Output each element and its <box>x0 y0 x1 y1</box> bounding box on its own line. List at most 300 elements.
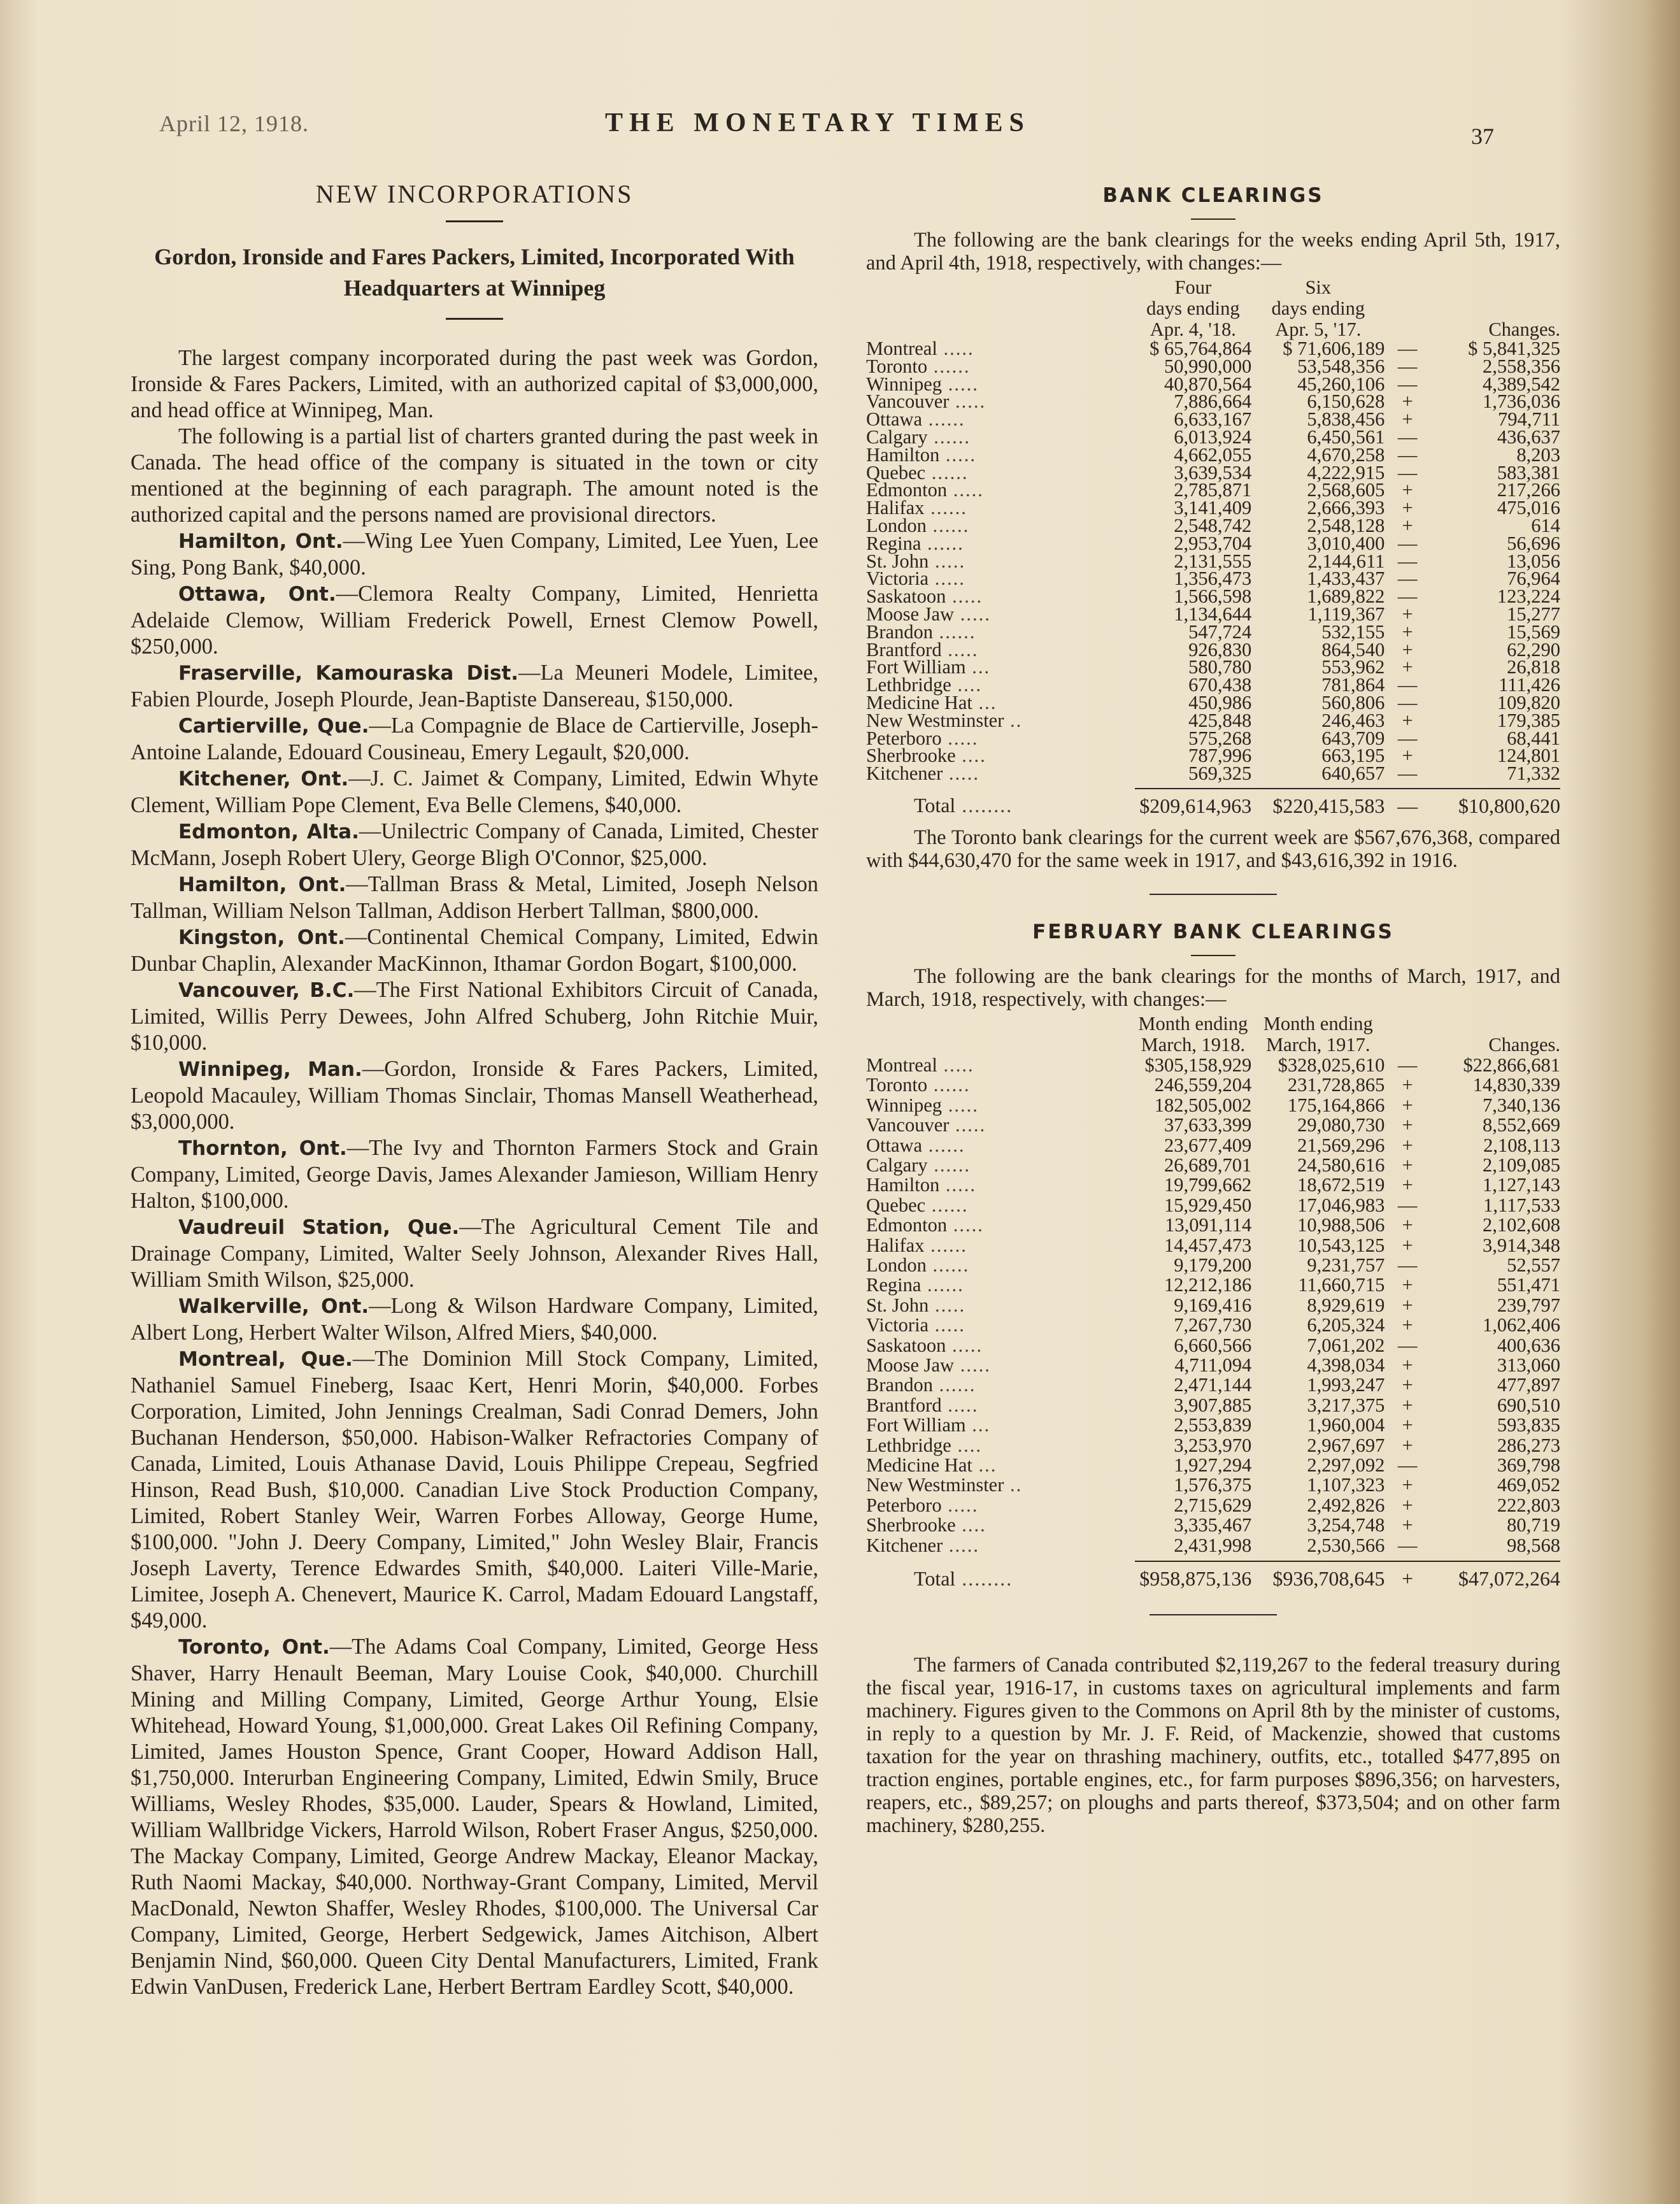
change-sign: — <box>1397 426 1418 448</box>
total-row <box>866 1561 1560 1595</box>
change-sign: + <box>1402 1474 1413 1496</box>
city-name: Peterboro <box>866 1494 942 1516</box>
charter-details: —Gordon, Ironside & Fares Packers, Limited, Leopold Macauley, William Thomas Sinclair, Thomas Mansell Weatherhead, $3,000,000. <box>131 1057 818 1134</box>
charter-entry <box>131 766 818 819</box>
city-name: Winnipeg <box>866 1094 943 1116</box>
city-cell <box>866 1475 1135 1495</box>
leader-dots: ..... <box>946 1334 983 1356</box>
change-value: 2,108,113 <box>1483 1134 1560 1156</box>
current-period-value: 2,715,629 <box>1174 1494 1252 1516</box>
leader-dots: ...... <box>921 532 964 554</box>
leader-dots: ........ <box>955 794 1013 817</box>
city-name: Peterboro <box>866 727 942 749</box>
change-sign: + <box>1402 1374 1413 1396</box>
change-value: 76,964 <box>1507 568 1560 590</box>
change-value: 1,127,143 <box>1483 1174 1560 1196</box>
change-sign: + <box>1402 638 1413 661</box>
charter-place: Vaudreuil Station, Que. <box>178 1216 460 1239</box>
header-blank <box>866 1013 1135 1034</box>
change-value: 583,381 <box>1497 461 1560 483</box>
total-label: Total <box>914 794 956 817</box>
previous-period-value: 4,222,915 <box>1307 461 1385 483</box>
table-row <box>866 1115 1560 1135</box>
change-sign: + <box>1402 1434 1413 1456</box>
city-name: Brandon <box>866 620 934 643</box>
charter-place: Vancouver, B.C. <box>178 979 355 1002</box>
column-header-current: days ending <box>1146 297 1240 319</box>
change-value: 56,696 <box>1507 532 1560 554</box>
leader-dots: ..... <box>949 390 986 413</box>
table-row <box>866 1296 1560 1315</box>
charter-place: Toronto, Ont. <box>178 1636 330 1659</box>
city-name: Kitchener <box>866 1534 943 1556</box>
current-period-value: 1,134,644 <box>1174 603 1252 625</box>
table-row <box>866 1236 1560 1256</box>
current-period-value: $ 65,764,864 <box>1150 338 1252 359</box>
previous-period-value: 7,061,202 <box>1307 1334 1385 1356</box>
city-name: Victoria <box>866 1314 929 1336</box>
current-period-value: 3,639,534 <box>1174 461 1252 483</box>
column-header-current: Apr. 4, '18. <box>1150 318 1236 340</box>
current-period-value: 23,677,409 <box>1164 1134 1252 1156</box>
leader-dots: ..... <box>942 373 979 395</box>
previous-period-value: 2,492,826 <box>1307 1494 1385 1516</box>
current-period-value: 1,927,294 <box>1174 1454 1252 1477</box>
charter-details: —Wing Lee Yuen Company, Limited, Lee Yuen, Lee Sing, Pong Bank, $40,000. <box>131 529 818 580</box>
change-sign: — <box>1397 585 1418 608</box>
weekly-clearings-table <box>866 277 1560 822</box>
new-incorporations-column <box>131 175 818 2000</box>
current-period-value: 4,711,094 <box>1174 1354 1252 1377</box>
table-row <box>866 1096 1560 1115</box>
charter-entry <box>131 1293 818 1346</box>
charter-entry <box>131 871 818 924</box>
current-period-value: 9,169,416 <box>1174 1294 1252 1316</box>
city-cell <box>866 1115 1135 1135</box>
current-period-value: 1,576,375 <box>1174 1474 1252 1496</box>
charter-entry <box>131 1346 818 1634</box>
change-sign: + <box>1402 1354 1413 1377</box>
charter-place: Thornton, Ont. <box>178 1137 347 1160</box>
charter-entry <box>131 713 818 766</box>
previous-period-value: 864,540 <box>1321 638 1385 661</box>
previous-period-value: 3,254,748 <box>1307 1514 1385 1536</box>
change-value: 124,801 <box>1497 745 1560 767</box>
current-period-value: 4,662,055 <box>1174 443 1252 466</box>
current-period-value: 13,091,114 <box>1165 1214 1252 1236</box>
intro-paragraph: The largest company incorporated during the past week was Gordon, Ironside & Fares Packers, Limited, with an authorized capital of $3,000,000, and head office at Winnipeg, Man. <box>131 346 818 422</box>
current-period-value: 182,505,002 <box>1154 1094 1252 1116</box>
charter-details: —The Adams Coal Company, Limited, George Hess Shaver, Harry Henault Beeman, Mary Louise Cook, $40,000. Churchill Mining and Milling Company, Limited, George Arthur Young, Elsie Whitehead, Howard Young, $1,000,000. Great Lakes Oil Refining Company, Limited, James Houston Spence, Grant Cooper, Howard Addison Hall, $1,750,000. Interurban Engineering Company, Limited, Edwin Smily, Bruce Williams, Wesley Rhodes, $35,000. Lauder, Spears & Howland, Limited, William Wallbridge Vickers, Harrold Wilson, Robert Fraser Angus, $250,000. The Mackay Company, Limited, George Andrew Mackay, Eleanor Mackay, Ruth Naomi Mackay, $40,000. Northway-Grant Company, Limited, Mervil MacDonald, Newton Shaffer, Wesley Rhodes, $100,000. The Universal Car Company, Limited, George, Herbert Sedgewick, James Aitchison, Albert Benjamin Nind, $60,000. Queen City Dental Manufacturers, Limited, Frank Edwin VanDusen, Frederick Lane, Herbert Bertram Eardley Scott, $40,000. <box>131 1635 818 1999</box>
column-header-row <box>866 1013 1560 1034</box>
total-rule <box>1251 1556 1385 1561</box>
header-blank <box>866 1034 1135 1055</box>
change-value: 62,290 <box>1507 638 1560 661</box>
city-name: Halifax <box>866 1234 925 1256</box>
page-header <box>159 105 1560 149</box>
current-period-value: 3,907,885 <box>1174 1394 1252 1416</box>
city-cell <box>866 1536 1135 1556</box>
leader-dots: ..... <box>954 1354 991 1377</box>
change-value: 1,736,036 <box>1483 390 1560 413</box>
change-sign: + <box>1402 1294 1413 1316</box>
charter-place: Walkerville, Ont. <box>178 1295 369 1318</box>
column-header-previous: days ending <box>1271 297 1365 319</box>
leader-dots: ..... <box>943 762 979 785</box>
charter-entry <box>131 1056 818 1135</box>
total-label-cell <box>866 1561 1135 1595</box>
city-name: Saskatoon <box>866 1334 946 1356</box>
previous-period-value: 532,155 <box>1321 620 1385 643</box>
charter-place: Montreal, Que. <box>178 1348 353 1371</box>
column-header-row <box>866 298 1560 319</box>
current-period-value: 670,438 <box>1188 674 1252 696</box>
leader-dots: ..... <box>929 1294 966 1316</box>
leader-dots: ..... <box>929 1314 965 1336</box>
header-date: April 12, 1918. <box>159 111 309 136</box>
table-row <box>866 1515 1560 1535</box>
city-name: Brantford <box>866 1394 942 1416</box>
change-sign: — <box>1397 461 1418 483</box>
leader-dots: ..... <box>947 1214 984 1236</box>
table-row <box>866 1256 1560 1275</box>
change-sign: + <box>1402 1114 1413 1136</box>
city-cell <box>866 1375 1135 1395</box>
leader-dots: ...... <box>924 497 967 519</box>
leader-dots: ... <box>972 691 997 713</box>
city-name: Medicine Hat <box>866 691 972 713</box>
change-value: 475,016 <box>1497 497 1560 519</box>
total-previous-value: $936,708,645 <box>1272 1567 1385 1591</box>
previous-period-value: 2,297,092 <box>1307 1454 1385 1477</box>
current-period-value: 9,179,200 <box>1174 1254 1252 1276</box>
charter-place: Hamilton, Ont. <box>178 530 343 553</box>
charter-entry <box>131 528 818 581</box>
charter-list <box>131 528 818 2000</box>
incorporations-title: NEW INCORPORATIONS <box>315 180 634 208</box>
previous-period-value: 45,260,106 <box>1297 373 1385 395</box>
change-sign: + <box>1402 1274 1413 1296</box>
current-period-value: 2,553,839 <box>1174 1414 1252 1436</box>
city-name: Calgary <box>866 426 928 448</box>
city-name: Montreal <box>866 1054 937 1076</box>
leader-dots: ...... <box>926 514 970 536</box>
change-sign: + <box>1402 656 1413 678</box>
change-value: 98,568 <box>1507 1534 1560 1556</box>
february-clearings-intro: The following are the bank clearings for the months of March, 1917, and March, 1918, respectively, with changes:— <box>866 964 1560 1011</box>
charter-place: Winnipeg, Man. <box>178 1058 362 1081</box>
leader-dots: ..... <box>941 727 979 749</box>
change-value: 2,109,085 <box>1483 1154 1560 1176</box>
previous-period-value: 29,080,730 <box>1297 1114 1385 1136</box>
leader-dots: ...... <box>925 1194 969 1216</box>
change-value: 477,897 <box>1497 1374 1560 1396</box>
change-value: 222,803 <box>1497 1494 1560 1516</box>
leader-dots: ..... <box>941 638 979 661</box>
section-separator <box>1150 1614 1277 1615</box>
change-sign: — <box>1397 373 1418 395</box>
previous-period-value: 1,119,367 <box>1307 603 1385 625</box>
city-name: Hamilton <box>866 443 940 466</box>
charter-entry <box>131 977 818 1056</box>
table-row <box>866 1055 1560 1075</box>
previous-period-value: 1,993,247 <box>1307 1374 1385 1396</box>
column-header-row <box>866 1034 1560 1055</box>
header-blank <box>866 298 1135 319</box>
city-name: St. John <box>866 1294 929 1316</box>
leader-dots: ..... <box>954 603 991 625</box>
previous-period-value: 5,838,456 <box>1307 408 1385 431</box>
change-sign: + <box>1402 1234 1413 1256</box>
city-name: Hamilton <box>866 1174 940 1196</box>
leader-dots: ..... <box>941 1494 979 1516</box>
monthly-clearings-table <box>866 1013 1560 1595</box>
leader-dots: ...... <box>927 355 971 377</box>
subtitle-rule <box>446 318 503 320</box>
previous-period-value: 2,144,611 <box>1307 550 1385 572</box>
current-period-value: 926,830 <box>1188 638 1252 661</box>
charter-entry <box>131 1135 818 1214</box>
previous-period-value: 18,672,519 <box>1297 1174 1385 1196</box>
toronto-clearings-note: The Toronto bank clearings for the current week are $567,676,368, compared with $44,630,470 for the same week in 1917, and $43,616,392 in 1916. <box>866 826 1560 872</box>
change-value: 1,062,406 <box>1483 1314 1560 1336</box>
current-period-value: 3,335,467 <box>1174 1514 1252 1536</box>
city-name: St. John <box>866 550 929 572</box>
table-row <box>866 1356 1560 1375</box>
current-period-value: 2,548,742 <box>1174 514 1252 536</box>
city-name: Winnipeg <box>866 373 943 395</box>
city-cell <box>866 1275 1135 1295</box>
header-blank <box>866 277 1135 298</box>
city-name: Calgary <box>866 1154 928 1176</box>
current-period-value: 37,633,399 <box>1164 1114 1252 1136</box>
city-name: Fort William <box>866 656 966 678</box>
change-sign: — <box>1397 1334 1418 1356</box>
change-sign: + <box>1402 1394 1413 1416</box>
change-sign: — <box>1397 532 1418 554</box>
leader-dots: .. <box>1004 709 1023 731</box>
city-cell <box>866 1515 1135 1535</box>
bank-clearings-column <box>866 175 1560 1837</box>
total-current-value: $958,875,136 <box>1139 1567 1252 1591</box>
table-row <box>866 1275 1560 1295</box>
leader-dots: ..... <box>929 550 966 572</box>
city-name: London <box>866 1254 927 1276</box>
total-rule <box>866 1556 1135 1561</box>
current-period-value: 6,633,167 <box>1174 408 1252 431</box>
city-name: Edmonton <box>866 479 948 501</box>
total-rule <box>1385 1556 1430 1561</box>
charter-details: —The Ivy and Thornton Farmers Stock and Grain Company, Limited, George Davis, James Alexander Jamieson, William Henry Halton, $100,000. <box>131 1136 818 1213</box>
charter-details: —The Agricultural Cement Tile and Drainage Company, Limited, Walter Seely Johnson, Alexander Rives Hall, William Smith Wilson, $25,000. <box>131 1215 818 1292</box>
city-cell <box>866 1296 1135 1315</box>
leader-dots: ...... <box>926 1254 970 1276</box>
leader-dots: ...... <box>927 1074 971 1096</box>
city-name: Ottawa <box>866 408 923 431</box>
city-name: Lethbridge <box>866 674 951 696</box>
city-name: Sherbrooke <box>866 1514 956 1536</box>
current-period-value: 450,986 <box>1188 691 1252 713</box>
change-sign: + <box>1402 1154 1413 1176</box>
table-row <box>866 1075 1560 1095</box>
section-separator <box>1150 894 1277 895</box>
total-change-value: $10,800,620 <box>1458 794 1560 817</box>
charter-place: Hamilton, Ont. <box>178 873 346 896</box>
change-value: 13,056 <box>1507 550 1560 572</box>
change-value: 14,830,339 <box>1472 1074 1560 1096</box>
change-sign: — <box>1397 550 1418 572</box>
change-value: 400,636 <box>1497 1334 1560 1356</box>
current-period-value: 3,141,409 <box>1174 497 1252 519</box>
charter-entry <box>131 819 818 871</box>
city-cell <box>866 1396 1135 1415</box>
column-header-changes <box>1385 277 1560 298</box>
previous-period-value: 1,960,004 <box>1307 1414 1385 1436</box>
previous-period-value: 3,217,375 <box>1307 1394 1385 1416</box>
city-name: Sherbrooke <box>866 745 956 767</box>
city-cell <box>866 1075 1135 1095</box>
table-row <box>866 765 1560 783</box>
change-value: 2,558,356 <box>1483 355 1560 377</box>
total-rule <box>1430 1556 1560 1561</box>
change-value: 123,224 <box>1497 585 1560 608</box>
title-rule <box>1191 955 1235 956</box>
leader-dots: ..... <box>943 1534 979 1556</box>
city-name: Medicine Hat <box>866 1454 972 1477</box>
leader-dots: ..... <box>942 1094 979 1116</box>
change-sign: + <box>1402 1314 1413 1336</box>
city-cell <box>866 1436 1135 1456</box>
change-sign: + <box>1402 620 1413 643</box>
previous-period-value: 1,107,323 <box>1307 1474 1385 1496</box>
change-sign: — <box>1397 355 1418 377</box>
city-name: Brantford <box>866 638 942 661</box>
city-name: London <box>866 514 927 536</box>
change-sign: + <box>1402 1074 1413 1096</box>
city-name: Montreal <box>866 338 937 359</box>
change-sign: + <box>1402 1174 1413 1196</box>
current-period-value: 569,325 <box>1188 762 1252 785</box>
city-cell <box>866 762 1135 785</box>
change-value: 1,117,533 <box>1483 1194 1560 1216</box>
city-name: Vancouver <box>866 390 950 413</box>
change-sign: — <box>1397 691 1418 713</box>
change-value: 52,557 <box>1507 1254 1560 1276</box>
change-sign: + <box>1402 745 1413 767</box>
charter-details: —The Dominion Mill Stock Company, Limited, Nathaniel Samuel Fineberg, Isaac Kert, Henri Morin, $40,000. Forbes Corporation, Limited, John Jennings Crealman, Sadi Conrad Demers, John Buchanan Henderson, $50,000. Habison-Walker Refractories Company of Canada, Limited, Louis Athanase David, Louis Philippe Crepeau, Segfried Hinson, Read Bush, $10,000. Canadian Live Stock Production Company, Limited, Robert Stanley Weir, Warren Forbes Alloway, George Hume, $100,000. "John J. Deery Company, Limited," John Wesley Blair, Francis Joseph Laverty, Terence Edwardes Smith, $40,000. Laiteri Ville-Marie, Limitee, Joseph A. Chenevert, Maurice K. Carrol, Madam Edouard Langstaff, $49,000. <box>131 1347 818 1633</box>
change-sign: + <box>1402 1414 1413 1436</box>
change-value: 614 <box>1531 514 1560 536</box>
change-sign: — <box>1397 762 1418 785</box>
previous-period-value: 2,568,605 <box>1307 479 1385 501</box>
previous-period-value: 4,398,034 <box>1307 1354 1385 1377</box>
column-header-previous: March, 1917. <box>1266 1033 1370 1055</box>
leader-dots: ...... <box>922 1134 965 1156</box>
table-row <box>866 1496 1560 1515</box>
city-name: Quebec <box>866 461 926 483</box>
total-previous-value: $220,415,583 <box>1272 794 1385 817</box>
current-period-value: 2,131,555 <box>1174 550 1252 572</box>
leader-dots: ...... <box>922 408 965 431</box>
change-value: 80,719 <box>1507 1514 1560 1536</box>
change-sign: — <box>1397 568 1418 590</box>
change-sign: — <box>1397 443 1418 466</box>
leader-dots: ..... <box>939 443 976 466</box>
table-row <box>866 1415 1560 1435</box>
charter-entry <box>131 581 818 660</box>
previous-period-value: 10,988,506 <box>1297 1214 1385 1236</box>
city-cell <box>866 1315 1135 1335</box>
change-sign: + <box>1402 514 1413 536</box>
previous-period-value: 560,806 <box>1321 691 1385 713</box>
leader-dots: ... <box>965 1414 991 1436</box>
total-rule <box>1135 1556 1252 1561</box>
previous-period-value: $328,025,610 <box>1278 1054 1385 1076</box>
leader-dots: .... <box>955 745 986 767</box>
title-rule <box>446 220 503 222</box>
leader-dots: ...... <box>933 620 976 643</box>
current-period-value: 1,356,473 <box>1174 568 1252 590</box>
change-sign: — <box>1397 1454 1418 1477</box>
charter-entry <box>131 1214 818 1293</box>
total-rule-row <box>866 1556 1560 1561</box>
change-value: 8,552,669 <box>1483 1114 1560 1136</box>
previous-period-value: 663,195 <box>1321 745 1385 767</box>
change-value: 217,266 <box>1497 479 1560 501</box>
previous-period-value: 6,450,561 <box>1307 426 1385 448</box>
city-cell <box>866 1356 1135 1375</box>
change-sign: + <box>1402 479 1413 501</box>
city-cell <box>866 1055 1135 1075</box>
leader-dots: ..... <box>949 1114 986 1136</box>
change-sign: — <box>1397 1054 1418 1076</box>
charter-place: Cartierville, Que. <box>178 715 369 738</box>
charter-details: —Unilectric Company of Canada, Limited, Chester McMann, Joseph Robert Ulery, George Bligh O'Connor, $25,000. <box>131 819 819 870</box>
city-cell <box>866 1415 1135 1435</box>
charter-details: —J. C. Jaimet & Company, Limited, Edwin Whyte Clement, William Pope Clement, Eva Belle Clemens, $40,000. <box>131 766 818 817</box>
city-cell <box>866 1136 1135 1156</box>
previous-period-value: 8,929,619 <box>1307 1294 1385 1316</box>
current-period-value: 575,268 <box>1188 727 1252 749</box>
city-name: Regina <box>866 532 922 554</box>
table-row <box>866 1396 1560 1415</box>
current-period-value: 787,996 <box>1188 745 1252 767</box>
previous-period-value: 643,709 <box>1321 727 1385 749</box>
column-header-changes: Changes. <box>1488 1033 1560 1055</box>
change-sign: + <box>1402 1214 1413 1236</box>
change-value: 369,798 <box>1497 1454 1560 1477</box>
change-value: 794,711 <box>1498 408 1560 431</box>
current-period-value: 40,870,564 <box>1164 373 1252 395</box>
previous-period-value: 9,231,757 <box>1307 1254 1385 1276</box>
change-value: 551,471 <box>1497 1274 1560 1296</box>
change-value: 593,835 <box>1497 1414 1560 1436</box>
leader-dots: .... <box>951 674 982 696</box>
current-period-value: 50,990,000 <box>1164 355 1252 377</box>
city-name: Kitchener <box>866 762 943 785</box>
previous-period-value: 6,150,628 <box>1307 390 1385 413</box>
city-name: Lethbridge <box>866 1434 951 1456</box>
column-header-current: Month ending <box>1138 1012 1248 1034</box>
charter-place: Fraserville, Kamouraska Dist. <box>178 662 519 685</box>
change-value: 8,203 <box>1516 443 1560 466</box>
publication-title: THE MONETARY TIMES <box>605 108 1030 138</box>
current-period-value: 547,724 <box>1188 620 1252 643</box>
city-cell <box>866 1175 1135 1195</box>
leader-dots: ...... <box>927 1154 971 1176</box>
change-value: 286,273 <box>1497 1434 1560 1456</box>
table-row <box>866 1156 1560 1175</box>
